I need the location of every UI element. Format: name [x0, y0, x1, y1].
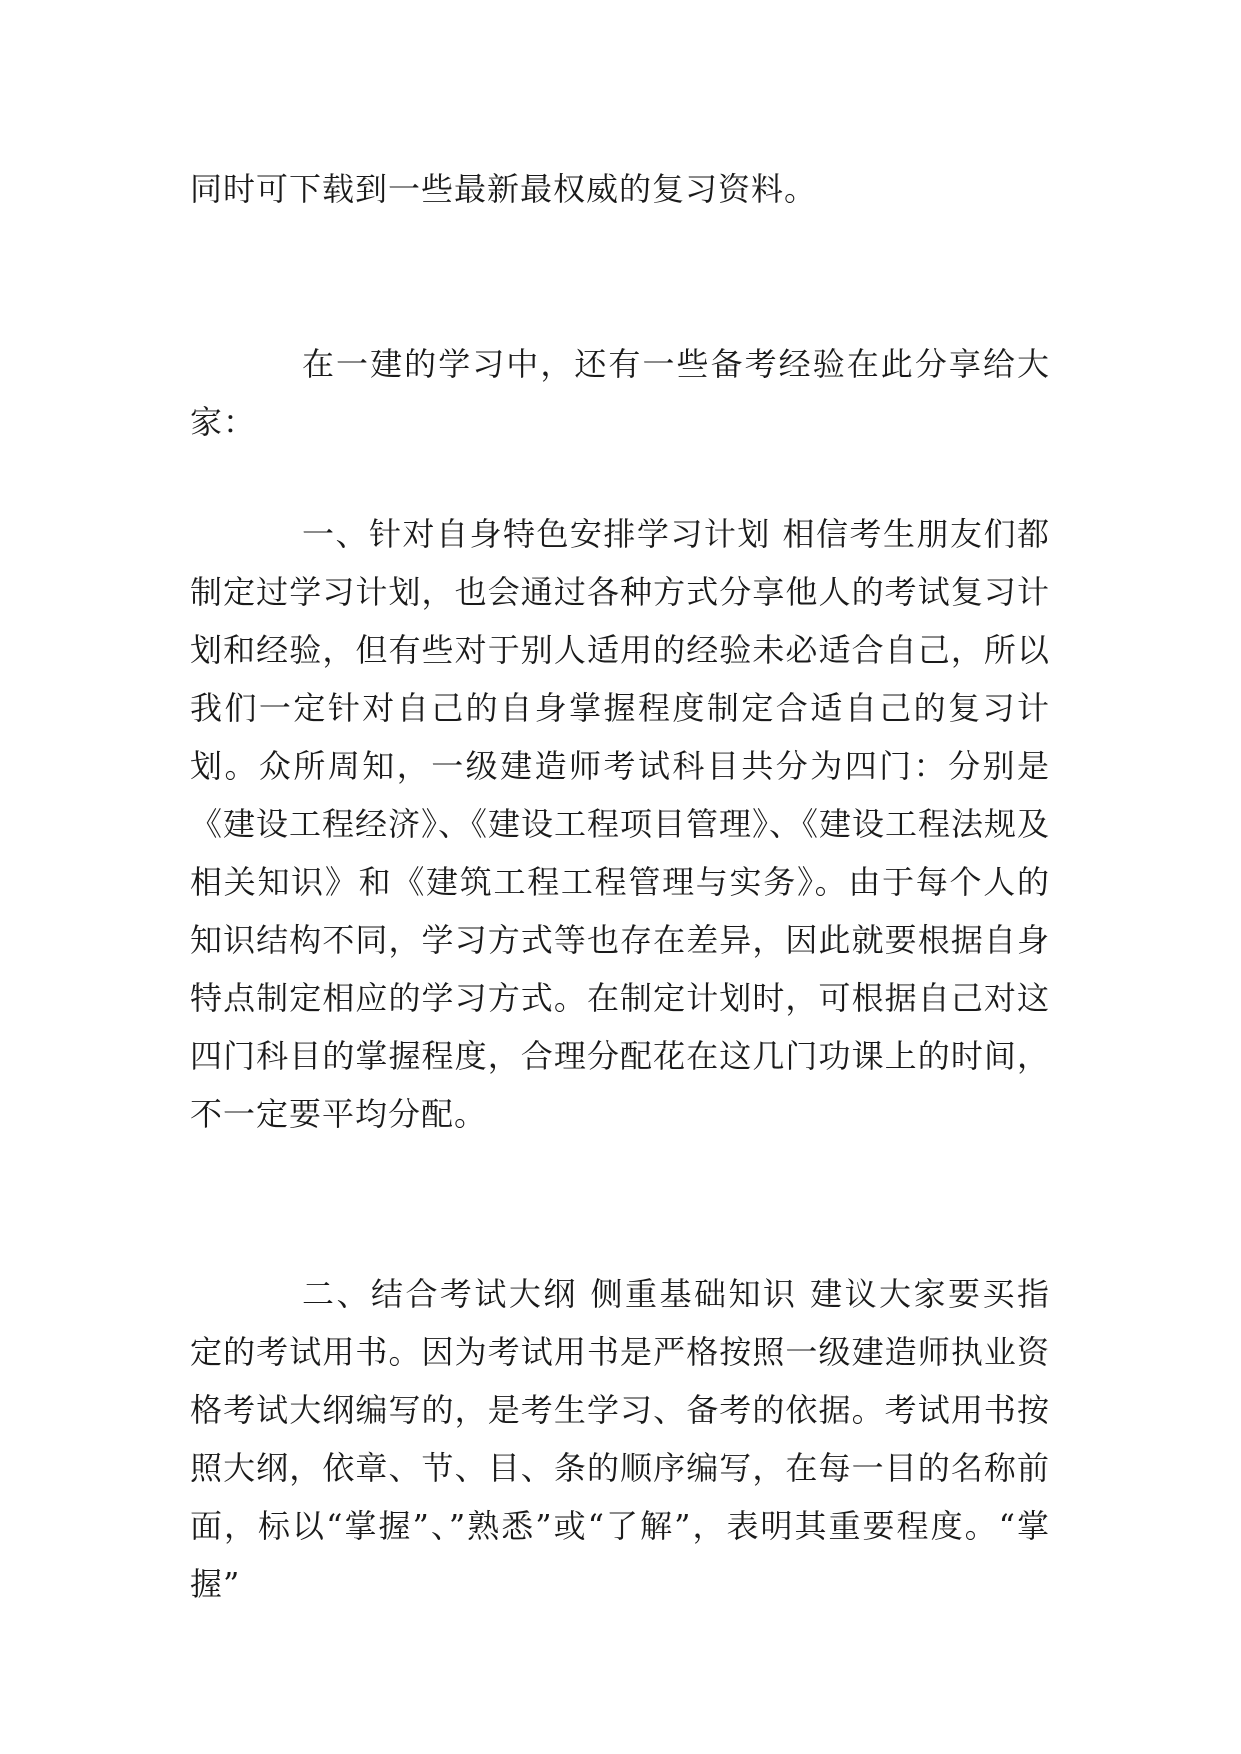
- paragraph-download-note: 同时可下载到一些最新最权威的复习资料。: [190, 170, 818, 208]
- paragraph-exam-outline: 二、结合考试大纲 侧重基础知识 建议大家要买指定的考试用书。因为考试用书是严格按照一级建造师执业资格考试大纲编写的，是考生学习、备考的依据。考试用书按照大纲，依章、节、目、条的顺序编写，在每一目的名称前面，标以“掌握”、”熟悉”或“了解”，表明其重要程度。“掌握”: [190, 1275, 1050, 1603]
- paragraph-study-plan: 一、针对自身特色安排学习计划 相信考生朋友们都制定过学习计划，也会通过各种方式分享他人的考试复习计划和经验，但有些对于别人适用的经验未必适合自己，所以我们一定针对自己的自身掌握程度制定合适自己的复习计划。众所周知，一级建造师考试科目共分为四门：分别是《建设工程经济》、《建设工程项目管理》、《建设工程法规及相关知识》和《建筑工程工程管理与实务》。由于每个人的知识结构不同，学习方式等也存在差异，因此就要根据自身特点制定相应的学习方式。在制定计划时，可根据自己对这四门科目的掌握程度，合理分配花在这几门功课上的时间，不一定要平均分配。: [190, 515, 1051, 1133]
- paragraph-intro-sharing: 在一建的学习中，还有一些备考经验在此分享给大家：: [190, 345, 1050, 441]
